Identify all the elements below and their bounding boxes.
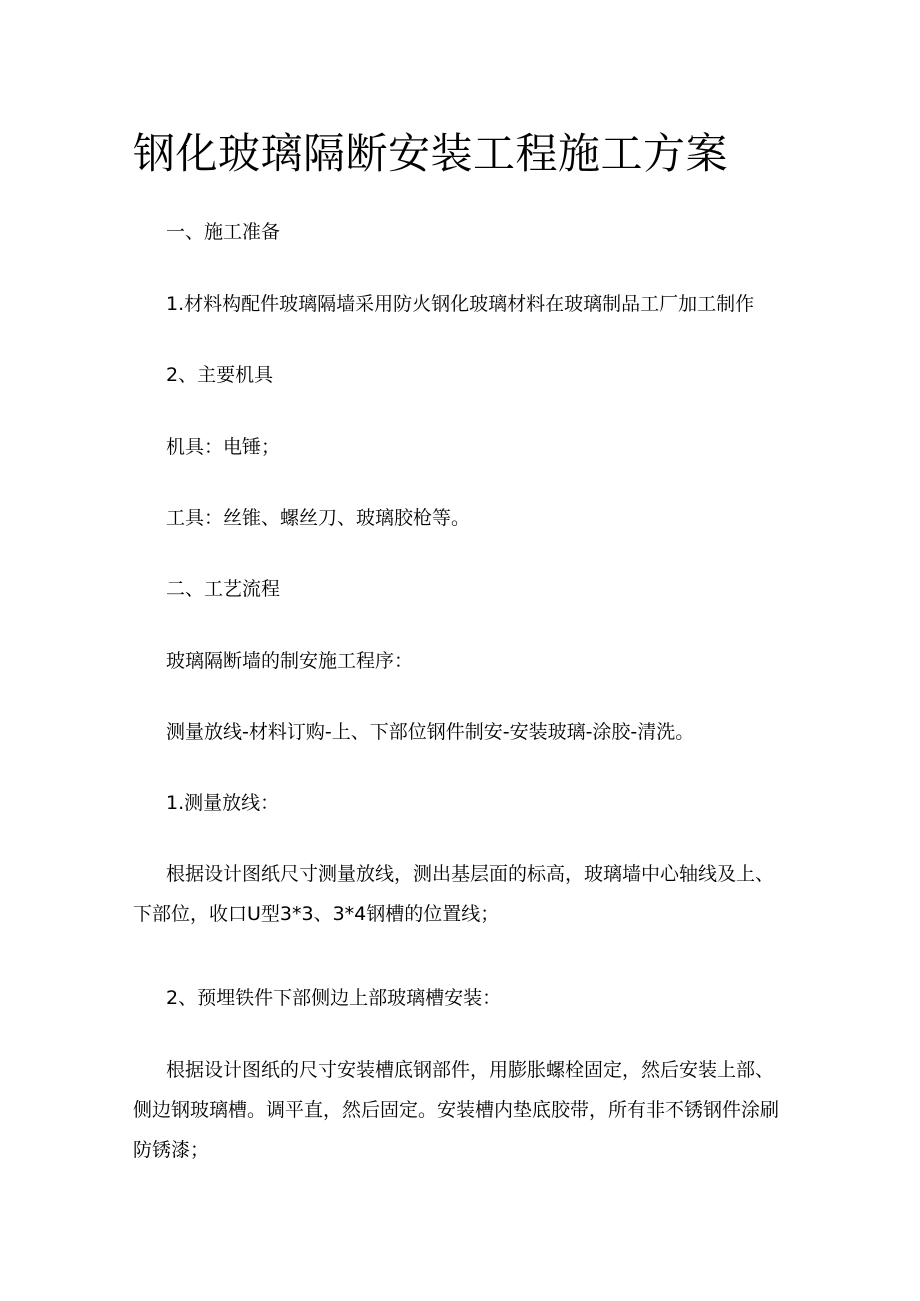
- subsection-heading: 1.测量放线：: [166, 792, 280, 814]
- paragraph: 根据设计图纸尺寸测量放线，测出基层面的标高，玻璃墙中心轴线及上、下部位，收口U型3*3、3*4钢槽的位置线；: [133, 863, 775, 925]
- subsection-heading: 2、主要机具: [166, 364, 274, 386]
- paragraph: 1.材料构配件玻璃隔墙采用防火钢化玻璃材料在玻璃制品工厂加工制作: [166, 293, 755, 315]
- paragraph: 根据设计图纸的尺寸安装槽底钢部件，用膨胀螺栓固定，然后安装上部、侧边钢玻璃槽。调平直，然后固定。安装槽内垫底胶带，所有非不锈钢件涂刷防锈漆；: [133, 1059, 780, 1161]
- paragraph: 工具：丝锥、螺丝刀、玻璃胶枪等。: [166, 507, 471, 529]
- paragraph: 机具：电锤；: [166, 436, 281, 458]
- subsection-heading: 2、预埋铁件下部侧边上部玻璃槽安装：: [166, 987, 502, 1009]
- paragraph: 测量放线-材料订购-上、下部位钢件制安-安装玻璃-涂胶-清洗。: [166, 721, 695, 743]
- section-heading: 二、工艺流程: [166, 578, 281, 600]
- paragraph: 玻璃隔断墙的制安施工程序：: [166, 650, 414, 672]
- section-heading: 一、施工准备: [166, 221, 281, 243]
- document-title: 钢化玻璃隔断安装工程施工方案: [133, 129, 729, 178]
